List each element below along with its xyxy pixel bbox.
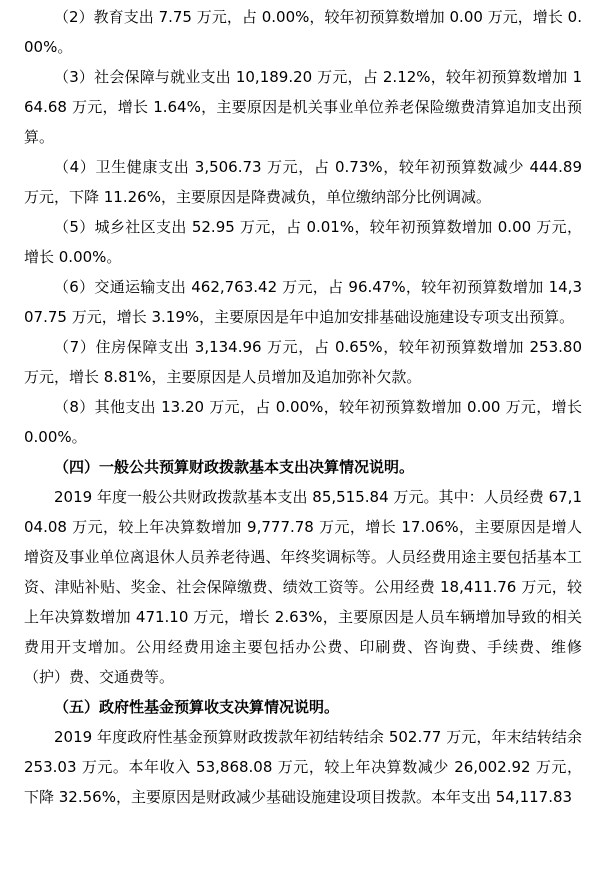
section-heading-5: （五）政府性基金预算收支决算情况说明。 [54, 698, 340, 716]
item-education: （2）教育支出 7.75 万元，占 0.00%，较年初预算数增加 0.00 万元，增长 0.00%。 [24, 8, 582, 56]
item-health: （4）卫生健康支出 3,506.73 万元，占 0.73%，较年初预算数减少 444.89 万元，下降 11.26%，主要原因是降费减负，单位缴纳部分比例调减。 [24, 158, 582, 206]
body-government-fund: 2019 年度政府性基金预算财政拨款年初结转结余 502.77 万元，年末结转结余 253.03 万元。本年收入 53,868.08 万元，较上年决算数减少 26,002.92 万元，下降 32.56%，主要原因是财政减少基础设施建设项目拨款。本年支出 54,117.83 [24, 728, 582, 806]
item-housing: （7）住房保障支出 3,134.96 万元，占 0.65%，较年初预算数增加 253.80 万元，增长 8.81%，主要原因是人员增加及追加弥补欠款。 [24, 338, 582, 386]
item-social-security: （3）社会保障与就业支出 10,189.20 万元，占 2.12%，较年初预算数增加 164.68 万元，增长 1.64%，主要原因是机关事业单位养老保险缴费清算追加支出预算。 [24, 68, 582, 146]
item-other: （8）其他支出 13.20 万元，占 0.00%，较年初预算数增加 0.00 万元，增长 0.00%。 [24, 398, 582, 446]
item-urban-rural: （5）城乡社区支出 52.95 万元，占 0.01%，较年初预算数增加 0.00 万元，增长 0.00%。 [24, 218, 582, 266]
item-transport: （6）交通运输支出 462,763.42 万元，占 96.47%，较年初预算数增加 14,307.75 万元，增长 3.19%，主要原因是年中追加安排基础设施建设专项支出预算。 [24, 278, 582, 326]
section-heading-4: （四）一般公共预算财政拨款基本支出决算情况说明。 [54, 458, 415, 476]
body-basic-expenditure: 2019 年度一般公共财政拨款基本支出 85,515.84 万元。其中：人员经费 67,104.08 万元，较上年决算数增加 9,777.78 万元，增长 17.06%，主要原因是增人增资及事业单位离退休人员养老待遇、年终奖调标等。人员经费用途主要包括基本工资、津贴补贴、奖金、社会保障缴费、绩效工资等。公用经费 18,411.76 万元，较上年决算数增加 471.10 万元，增长 2.63%，主要原因是人员车辆增加导致的相关费用开支增加。公用经费用途主要包括办公费、印刷费、咨询费、手续费、维修（护）费、交通费等。 [24, 488, 582, 686]
document-page [0, 2, 602, 876]
